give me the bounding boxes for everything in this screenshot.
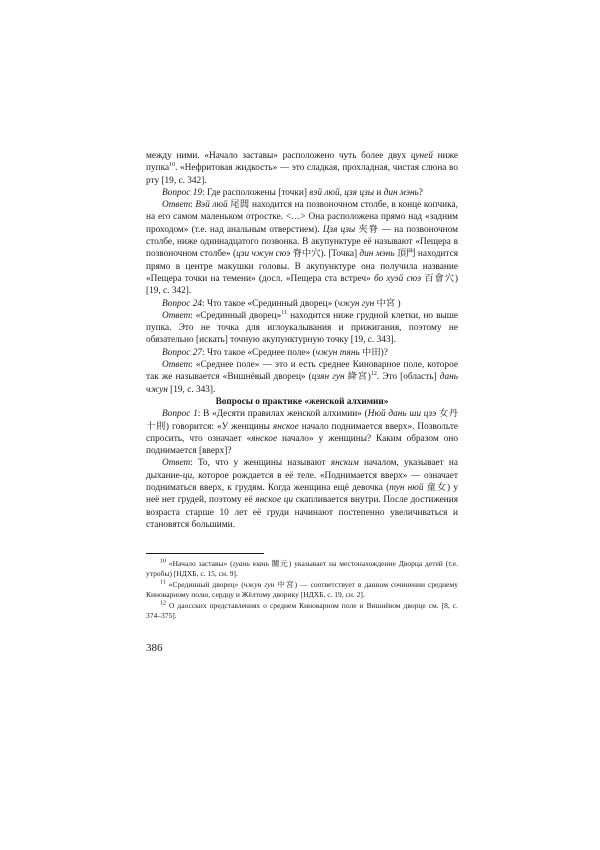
question-24: Вопрос 24: Что такое «Срединный дворец» (чжун гун 中宮 ) bbox=[162, 298, 401, 309]
footnote-12: $^{12}$ О даосских представлениях о среднем Киноварном поле и Вишнёвом дворце см. [8, с. 374–375]. bbox=[146, 600, 458, 621]
answer-1: Ответ: То, что у женщины называют янским началом, указывает на дыхание-ци, которое рождается в её теле. «Поднимается вверх» — означает подниматься вверх, к грудям. Когда женщина ещё девочка (тун нюй 童女) у неё нет грудей, поэтому её янское ци скапливается внутри. После достижения возраста старше 10 лет её груди начинают постепенно увеличиваться и становятся большими. bbox=[146, 458, 459, 530]
question-1: Вопрос 1: В «Десяти правилах женской алхимии» (Нюй дань ши цзэ 女丹十則) говорится: «У женщины янское начало поднимается вверх». Позвольте спросить, что означает «янское начало» у женщины? Каким образом оно поднимается [вверх]? bbox=[146, 409, 459, 457]
footnote-ref-11[interactable]: 11 bbox=[281, 309, 288, 316]
footnote-ref-10[interactable]: 10 bbox=[169, 162, 176, 169]
footnote-ref-12[interactable]: 12 bbox=[370, 371, 377, 378]
page-number: 386 bbox=[146, 642, 163, 654]
footnote-divider bbox=[146, 553, 264, 554]
main-text bbox=[146, 150, 458, 531]
question-27: Вопрос 27: Что такое «Среднее поле» (чжун тянь 中田)? bbox=[162, 347, 388, 358]
paragraph-continued: между ними. «Начало заставы» расположено чуть более двух цуней ниже пупка$^{10}$. «Нефритовая жидкость» — это сладкая, прохладная, чистая слюна во рту [19, с. 342]. bbox=[146, 151, 458, 186]
footnote-11: $^{11}$ «Срединный дворец» (чжун гун 中宮) — соответствует в данном сочинении среднему Киноварному полю, сердцу и Жёлтому дворику [НДХБ, с. 19, сн. 2]. bbox=[146, 579, 458, 600]
question-19: Вопрос 19: Где расположены [точки] вэй люй, цзя цзы и дин мэнь? bbox=[162, 187, 423, 198]
answer-27: Ответ: «Среднее поле» — это и есть среднее Киноварное поле, которое так же называется «Вишнёвый дворец» (цзян гун 絳宮)$^{12}$. Это [область] дань чжун [19, с. 343]. bbox=[146, 360, 458, 395]
answer-24: Ответ: «Срединный дворец»$^{11}$ находится ниже грудной клетки, но выше пупка. Это не точка для иглоукалывания и прижигания, поэтому не обязательно [искать] точную акупунктурную точку [19, с. 343]. bbox=[146, 309, 458, 346]
answer-19: Ответ: Вэй люй 尾閭 находится на позвоночном столбе, в конце копчика, на его самом маленьком отростке. <…> Она расположена прямо над «задним проходом» (т.е. над анальным отверстием). Цзя цзы 夾脊 — на позвоночном столбе, ниже одиннадцатого позвонка. В акупунктуре её называют «Пещера в позвоночном столбе» (цзи чжун сюэ 脊中穴). [Точка] дин мэнь 頂門 находится прямо в центре макушки головы. В акупунктуре она получила название «Пещера точки на темени» (досл. «Пещера ста встреч» бо хуэй сюэ 百會穴) [19, с. 342]. bbox=[146, 200, 459, 297]
footnote-10: $^{10}$ «Начало заставы» (гуань юань 關元) указывает на местонахождение Дворца детей (т.е. утробы) [НДХБ, с. 15, сн. 9]. bbox=[146, 558, 459, 579]
section-heading: Вопросы о практике «женской алхимии» bbox=[215, 396, 389, 407]
footnotes bbox=[146, 559, 458, 621]
